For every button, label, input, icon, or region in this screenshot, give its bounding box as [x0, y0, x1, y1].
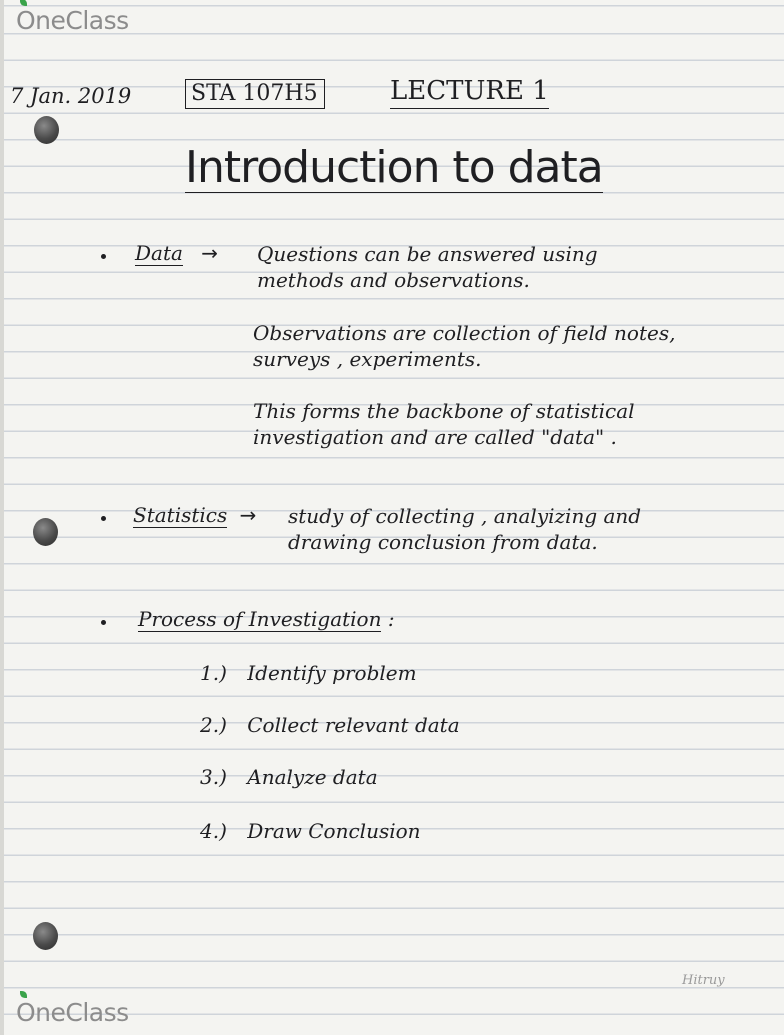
note-date: 7 Jan. 2019 [10, 84, 132, 108]
step-number: 4.) [200, 819, 227, 843]
statistics-line-1: study of collecting , analyizing and [288, 504, 642, 528]
page-edge [0, 0, 4, 1035]
step-number: 2.) [200, 713, 227, 737]
statistics-term-row [133, 503, 256, 527]
binder-hole-bottom [33, 922, 58, 950]
data-term: Data [135, 241, 183, 265]
page-title: Introduction to data [185, 142, 603, 193]
process-step-4 [200, 819, 421, 843]
step-number: 1.) [200, 661, 227, 685]
binder-hole-top [34, 116, 59, 144]
leaf-icon [20, 991, 27, 998]
data-line-5: This forms the backbone of statistical [253, 399, 635, 423]
process-heading-row [138, 607, 395, 631]
logo-text-top: OneClass [16, 6, 129, 35]
data-line-1: Questions can be answered using [257, 242, 598, 266]
statistics-term: Statistics [133, 503, 228, 527]
data-line-6: investigation and are called "data" . [253, 425, 617, 449]
step-text: Collect relevant data [247, 713, 460, 737]
arrow-icon: → [239, 503, 257, 527]
process-colon: : [387, 607, 395, 631]
oneclass-logo-top [16, 6, 129, 35]
step-text: Analyze data [247, 765, 378, 789]
data-line-2: methods and observations. [257, 268, 530, 292]
statistics-line-2: drawing conclusion from data. [288, 530, 598, 554]
oneclass-logo-bottom [16, 998, 129, 1027]
step-text: Draw Conclusion [247, 819, 421, 843]
data-line-4: surveys , experiments. [253, 347, 482, 371]
process-heading: Process of Investigation [138, 607, 382, 631]
data-term-row [135, 241, 218, 265]
lecture-number: LECTURE 1 [390, 76, 549, 109]
binder-hole-middle [33, 518, 58, 546]
course-code: STA 107H5 [185, 79, 325, 109]
bullet-statistics [101, 516, 106, 521]
arrow-icon: → [201, 241, 219, 265]
process-step-1 [200, 661, 417, 685]
bullet-process [101, 620, 106, 625]
step-text: Identify problem [247, 661, 417, 685]
logo-text-bottom: OneClass [16, 998, 129, 1027]
author-signature: Hitruy [682, 973, 725, 988]
data-line-3: Observations are collection of field notes, [253, 321, 676, 345]
step-number: 3.) [200, 765, 227, 789]
process-step-3 [200, 765, 378, 789]
process-step-2 [200, 713, 460, 737]
bullet-data [101, 254, 106, 259]
